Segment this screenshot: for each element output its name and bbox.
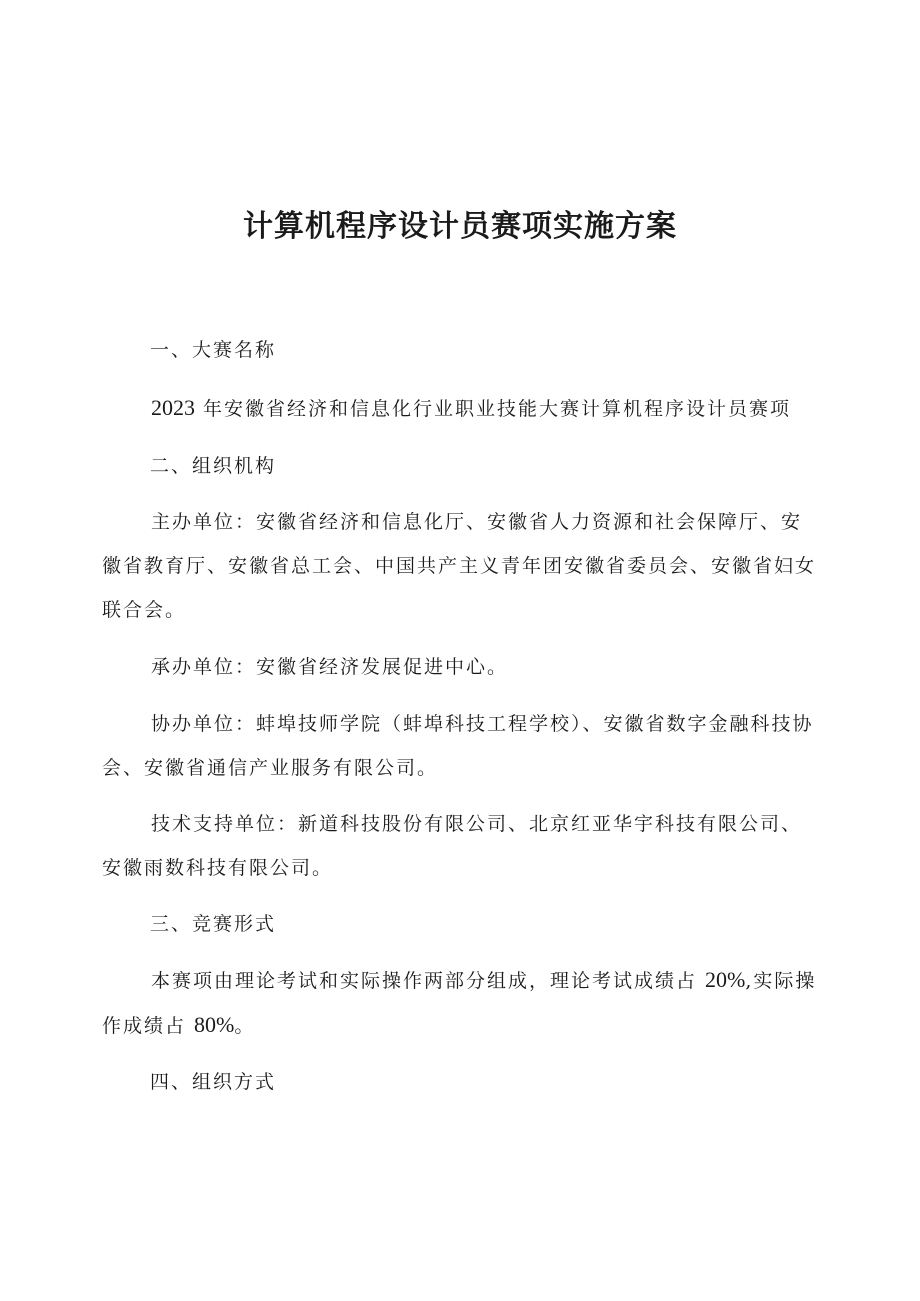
section-heading-4: 四、组织方式 — [150, 1071, 277, 1093]
format-text-b: ,实际操作成绩占 — [102, 970, 817, 1037]
organizer-paragraph: 承办单位：安徽省经济发展促进中心。 — [151, 656, 509, 678]
section-heading-3: 三、竞赛形式 — [150, 913, 277, 935]
document-title: 计算机程序设计员赛项实施方案 — [243, 209, 677, 244]
format-text-c: 。 — [234, 1015, 256, 1037]
theory-percentage: 20% — [705, 967, 746, 992]
tech-support-paragraph: 技术支持单位：新道科技股份有限公司、北京红亚华宇科技有限公司、安徽雨数科技有限公司。 — [102, 813, 803, 879]
host-units-paragraph: 主办单位：安徽省经济和信息化厅、安徽省人力资源和社会保障厅、安徽省教育厅、安徽省总工会、中国共产主义青年团安徽省委员会、安徽省妇女联合会。 — [102, 511, 817, 621]
competition-name-text: 年安徽省经济和信息化行业职业技能大赛计算机程序设计员赛项 — [195, 398, 792, 420]
co-organizer-paragraph: 协办单位：蚌埠技师学院（蚌埠科技工程学校）、安徽省数字金融科技协会、安徽省通信产业服务有限公司。 — [102, 713, 814, 779]
section-heading-2: 二、组织机构 — [150, 455, 277, 477]
competition-name-paragraph — [102, 386, 822, 431]
format-text-a: 本赛项由理论考试和实际操作两部分组成，理论考试成绩占 — [151, 970, 706, 992]
competition-format-paragraph — [102, 958, 822, 1048]
year-number: 2023 — [151, 395, 195, 420]
section-heading-1: 一、大赛名称 — [150, 339, 277, 361]
practice-percentage: 80% — [194, 1012, 235, 1037]
